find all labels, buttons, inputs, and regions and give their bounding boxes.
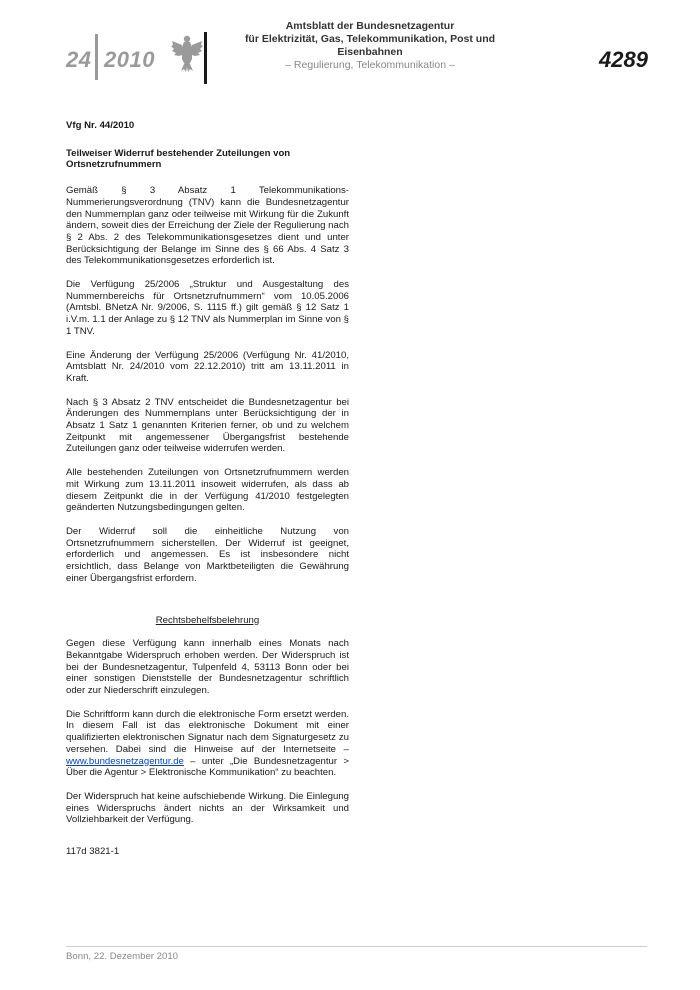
reference-code: 117d 3821-1	[66, 846, 120, 858]
footer-place-date: Bonn, 22. Dezember 2010	[66, 951, 179, 962]
article	[66, 120, 349, 858]
header-divider	[204, 32, 207, 84]
vfg-number: Vfg Nr. 44/2010	[66, 120, 135, 131]
paragraph: Der Widerruf soll die einheitliche Nutzung von Ortsnetzrufnummern sicherstellen. Der Widerruf ist geeignet, erforderlich und angemessen. Es ist insbesondere nicht ersichtlich, dass Belange von Marktbeteiligten die Gewährung einer Übergangsfrist erfordern.	[66, 525, 349, 584]
remedy-text-before-link: Die Schriftform kann durch die elektronische Form ersetzt werden. In diesem Fall ist das elektronische Dokument mit einer qualifizierten elektronischen Signatur nach dem Signaturgesetz zu versehen. Dabei sind die Hinweise auf der Internetseite –	[66, 708, 349, 755]
paragraph: Eine Änderung der Verfügung 25/2006 (Verfügung Nr. 41/2010, Amtsblatt Nr. 24/2010 vom 22.12.2010) tritt am 13.11.2011 in Kraft.	[66, 349, 349, 384]
issue-number: 24	[66, 47, 92, 72]
paragraph: Die Verfügung 25/2006 „Struktur und Ausgestaltung des Nummernbereichs für Ortsnetzrufnummern“ vom 10.05.2006 (Amtsbl. BNetzA Nr. 9/2006, S. 1115 ff.) gilt gemäß § 12 Satz 1 i.V.m. 1.1 der Anlage zu § 12 TNV als Nummerplan im Sinne von § 1 TNV.	[66, 279, 349, 337]
footer-divider	[66, 946, 647, 947]
publication-title	[220, 20, 520, 59]
federal-eagle-icon	[170, 33, 204, 73]
page-header	[0, 0, 700, 90]
remedy-paragraph-with-link	[66, 709, 349, 779]
remedy-paragraph: Gegen diese Verfügung kann innerhalb eines Monats nach Bekanntgabe Widerspruch erhoben werden. Der Widerspruch ist bei der Bundesnetzagentur, Tulpenfeld 4, 53113 Bonn oder bei einer sonstigen Dienststelle der Bundesnetzagentur schriftlich oder zur Niederschrift einzulegen.	[66, 638, 349, 697]
paragraph: Nach § 3 Absatz 2 TNV entscheidet die Bundesnetzagentur bei Änderungen des Nummernplans unter Berücksichtigung der in Absatz 1 Satz 1 genannten Kriterien ferner, ob und zu welchem Zeitpunkt mit angemessener Übergangsfrist bestehende Zuteilungen ganz oder teilweise widerrufen werden.	[66, 396, 349, 455]
publication-section: – Regulierung, Telekommunikation –	[285, 59, 455, 71]
remedy-heading: Rechtsbehelfsbelehrung	[155, 614, 260, 626]
bundesnetzagentur-link[interactable]: www.bundesnetzagentur.de	[66, 755, 184, 767]
publication-title-line1: Amtsblatt der Bundesnetzagentur	[285, 20, 455, 32]
paragraph: Gemäß § 3 Absatz 1 Telekommunikations-Nummerierungsverordnung (TNV) kann die Bundesnetzagentur den Nummernplan ganz oder teilweise mit Wirkung für die Zukunft ändern, soweit dies der Erreichung der Ziele der Regulierung nach § 2 Abs. 2 des Telekommunikationsgesetzes dient und unter Berücksichtigung der Belange im Sinne des § 66 Abs. 4 Satz 3 des Telekommunikationsgesetzes erforderlich ist.	[66, 185, 349, 267]
page-number: 4289	[599, 47, 648, 72]
remedy-text-after-link: – unter „Die Bundesnetzagentur > Über die Agentur > Elektronische Kommunikation“ zu beachten.	[66, 755, 349, 779]
remedy-paragraph: Der Widerspruch hat keine aufschiebende Wirkung. Die Einlegung eines Widerspruchs ändert nichts an der Wirksamkeit und Vollziehbarkeit der Verfügung.	[66, 790, 349, 826]
issue-year: 2010	[104, 47, 155, 72]
article-title: Teilweiser Widerruf bestehender Zuteilungen von Ortsnetzrufnummern	[66, 147, 291, 171]
issue-separator	[95, 34, 98, 80]
publication-title-line2: für Elektrizität, Gas, Telekommunikation, Post und Eisenbahnen	[244, 33, 496, 58]
paragraph: Alle bestehenden Zuteilungen von Ortsnetzrufnummern werden mit Wirkung zum 13.11.2011 insoweit widerrufen, als dass ab diesem Zeitpunkt die in der Verfügung 41/2010 festgelegten geänderten Nutzungsbedingungen gelten.	[66, 467, 349, 514]
